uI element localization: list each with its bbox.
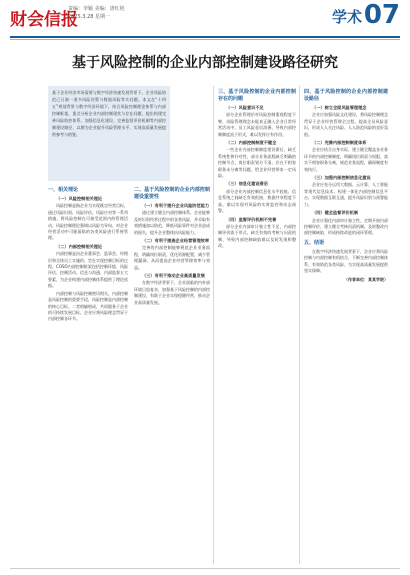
subsection-heading: （一）风险控制相关理论 <box>56 196 103 201</box>
column-divider <box>213 86 214 564</box>
paragraph: 企业应充分运用大数据、云计算、人工智能等现代信息技术，构建一体化内部控制信息平台，实现数据互联互通，提升风险识别与预警能力。 <box>304 182 388 207</box>
section-label: 学术 <box>331 8 362 26</box>
paragraph: 风险控制是指企业为实现既定经营目标，通过风险识别、风险评估、风险应对等一系列措施，将风险控制在可接受范围内的管理活动。风险控制理论强调以风险为导向，对企业经营活动中可能面临的各类风险进行系统管理。 <box>48 203 128 241</box>
subsection-heading: （一）风险意识不足 <box>226 105 264 110</box>
text-column-3 <box>218 86 296 564</box>
footer-rule <box>10 568 400 569</box>
abstract-box: 基于企业经济市场需要与数字经济快速发展背景下，企业风险防范已日渐一道多风险决策与数据风险等关问题。本文在“十四五”规划背景与数字经济环境下，结合风险控制理论体系与内部控制框架，重点分析企业内部控制现状与存在问题，提出构建完善风险防控体系、加强信息化建设、完善监督评价机制等内部控制建设路径，以期为企业提升风险管理水平、实现高质量发展提供参考与借鉴。 <box>48 86 170 181</box>
section-heading: 五、结语 <box>304 239 325 246</box>
newspaper-logo: 财会信报 <box>10 10 78 30</box>
subsection-heading: （四）健全监督评价机制 <box>312 210 359 216</box>
subsection-heading: （三）有利于推动企业高质量发展 <box>142 273 205 279</box>
text-column-4 <box>304 86 388 564</box>
paragraph: 一些企业内部控制制度建设滞后，缺乏系统性和针对性，部分业务流程缺乏明确的控制节点，岗位职责划分不清，存在不相容职务未分离等问题，给企业经营带来一定风险。 <box>218 147 296 179</box>
editor-info <box>68 5 125 21</box>
article-title: 基于风险控制的企业内部控制建设路径研究 <box>72 55 338 71</box>
text-column-1 <box>48 184 128 564</box>
section-heading: 一、相关理论 <box>48 187 79 193</box>
paragraph: 在数字经济快速发展背景下，企业应将风险控制与内部控制有机结合，不断完善内部控制体系，有效防范各类风险，为实现高质量发展提供坚实保障。 <box>304 248 388 273</box>
header-rule <box>10 36 400 38</box>
paragraph: 完善的内部控制能够规范企业业务流程，明确岗位职责，优化资源配置，减少管理漏洞，从而提高企业经营管理效率与效益。 <box>134 245 210 270</box>
column-divider <box>299 86 300 564</box>
subsection-heading: （三）信息化建设滞后 <box>226 181 268 187</box>
paragraph: 部分企业内部审计独立性不足，内部控制评价流于形式，缺乏有效的考核与问责机制，导致内部控制缺陷难以及时发现和整改。 <box>218 223 296 249</box>
subsection-heading: （四）监督评价机制不完善 <box>226 216 277 222</box>
paragraph: 企业应强化内部审计独立性，定期开展内部控制评价，建立健全考核问责机制，及时整改内部控制缺陷，形成持续改进的闭环管理。 <box>304 217 388 236</box>
paragraph: 内部控制与风险控制密切相关，内部控制是风险控制的重要手段，风险控制是内部控制的核心目标。二者相辅相成，共同服务于企业的可持续发展目标。企业应将风险理念贯穿于内部控制各环节。 <box>48 290 128 322</box>
subsection-heading: （二）内部控制相关理论 <box>56 243 103 249</box>
text-column-2 <box>134 184 210 564</box>
page-number: 07 <box>363 0 400 30</box>
date-line: 2025.3.28 星期一 <box>68 14 111 20</box>
section-heading: 三、基于风险控制的企业内部控制存在的问题 <box>218 89 296 102</box>
subsection-heading: （二）内部控制制度不健全 <box>226 140 277 146</box>
paragraph: 通过建立健全内部控制体系，企业能够及时识别经营过程中的各类风险，并采取有效措施加以防范，降低风险事件对企业造成的损失，提升企业整体抗风险能力。 <box>134 210 210 235</box>
paragraph: 内部控制是由企业董事会、监事会、经理层和全体员工实施的、旨在实现控制目标的过程。COSO内部控制框架包括控制环境、风险评估、控制活动、信息与沟通、内部监督五大要素，为企业构建内部控制体系提供了理论依据。 <box>48 251 128 289</box>
paragraph: 企业应结合自身实际，建立健全覆盖各业务环节的内部控制制度，明确岗位职责与权限，落实不相容职务分离，规范业务流程，确保制度有效执行。 <box>304 147 388 172</box>
paragraph: 部分企业内部控制信息化水平较低，信息系统之间缺乏有效衔接，数据共享程度不高，难以实现对风险的实时监控和动态预警。 <box>218 188 296 214</box>
header-rule-thin <box>10 39 400 40</box>
paragraph: 企业应加强风险文化建设，将风险控制理念贯穿于企业经营管理全过程，提高全员风险意识，形成人人关注风险、人人防范风险的良好氛围。 <box>304 112 388 137</box>
paragraph: 在数字经济背景下，企业面临的内外部环境日趋复杂，加强基于风险控制的内部控制建设，有助于企业实现稳健经营，推动企业高质量发展。 <box>134 280 210 305</box>
subsection-heading: （二）有利于提高企业经营管理效率 <box>142 238 210 244</box>
section-heading: 二、基于风险控制的企业内部控制建设重要性 <box>134 187 210 200</box>
editor-line: 责编：李颖 美编：唐红艳 <box>68 6 125 12</box>
paragraph: 部分企业管理层对风险控制重视程度不够，风险管理理念未能真正融入企业日常经营活动中，员工风险意识淡薄，导致内部控制制度流于形式，难以发挥应有作用。 <box>218 112 296 137</box>
subsection-heading: （一）有利于提升企业风险防范能力 <box>142 203 210 208</box>
subsection-heading: （一）树立全面风险管理理念 <box>312 105 367 110</box>
section-heading: 四、基于风险控制的企业内部控制建设路径 <box>304 89 388 102</box>
author-affiliation: （作者单位：某某学院） <box>344 277 388 283</box>
subsection-heading: （二）完善内部控制制度体系 <box>312 140 367 146</box>
subsection-heading: （三）加强内部控制信息化建设 <box>312 175 371 181</box>
